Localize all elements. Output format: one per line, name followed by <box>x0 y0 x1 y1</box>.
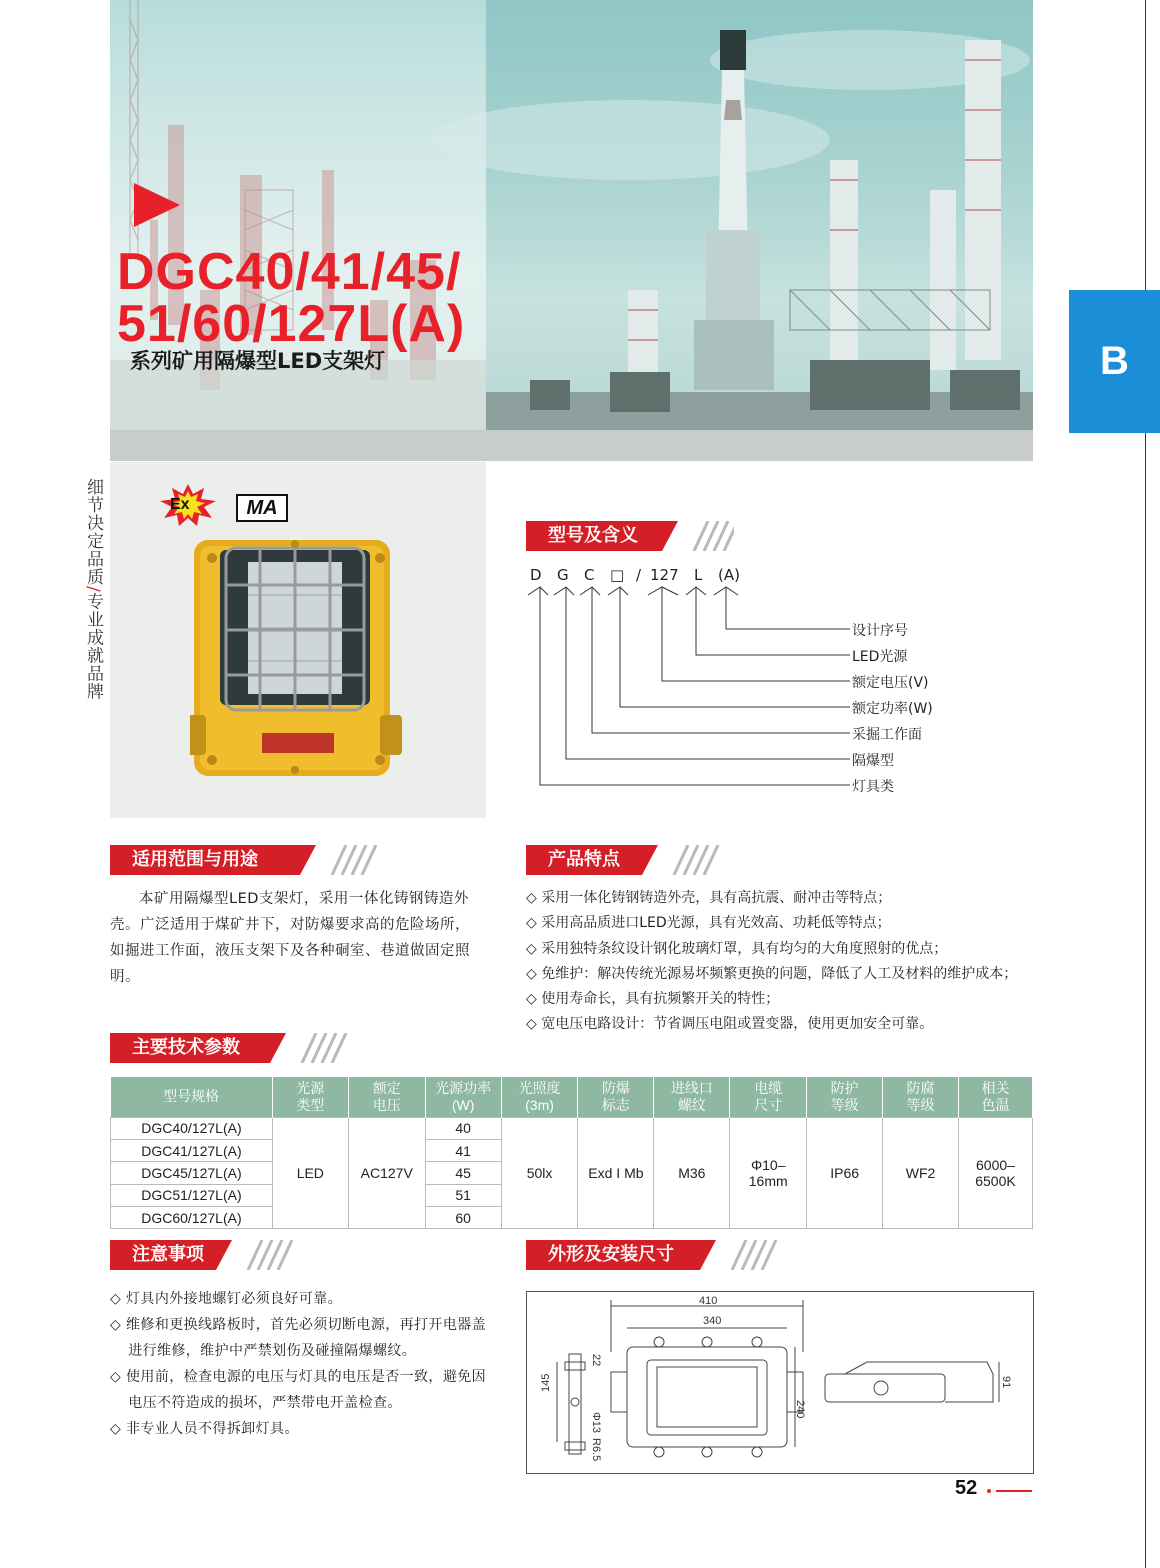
dim-height: 240 <box>794 1400 806 1419</box>
col-header-protection: 防护 等级 <box>807 1077 883 1117</box>
model-meaning: 采掘工作面 <box>852 727 922 743</box>
model-code-char: 127 <box>650 566 679 584</box>
cell-light-type: LED <box>272 1117 348 1229</box>
page-number-dot <box>987 1489 991 1493</box>
ma-certification-logo: MA <box>236 494 288 522</box>
feature-item: ◇ 采用一体化铸钢铸造外壳，具有高抗震、耐冲击等特点； <box>526 886 1046 911</box>
col-header-cable: 电缆 尺寸 <box>730 1077 807 1117</box>
cell-power: 60 <box>425 1207 501 1229</box>
dim-width-outer: 410 <box>699 1295 718 1307</box>
vertical-slogan <box>82 478 104 701</box>
feature-item: ◇ 免维护：解决传统光源易坏频繁更换的问题，降低了人工及材料的维护成本； <box>526 962 1046 987</box>
cell-illuminance: 50lx <box>501 1117 578 1229</box>
page-number: 52 <box>955 1477 978 1499</box>
model-code-char: C <box>584 566 595 584</box>
col-header-power: 光源功率 (W) <box>425 1077 501 1117</box>
model-leader-lines <box>520 585 860 795</box>
dim-side-22: 22 <box>590 1354 602 1367</box>
model-code-char: / <box>636 566 642 584</box>
cell-model: DGC40/127L(A) <box>111 1117 273 1139</box>
page-number-line <box>996 1490 1032 1492</box>
ex-mark: Ex <box>170 496 190 513</box>
model-meaning: 设计序号 <box>852 623 908 639</box>
feature-list <box>526 886 1046 1038</box>
stripes-decoration <box>238 1240 298 1270</box>
col-header-light-type: 光源 类型 <box>272 1077 348 1117</box>
feature-item: ◇ 采用高品质进口LED光源，具有光效高、功耗低等特点； <box>526 911 1046 936</box>
model-code-char: G <box>557 566 569 584</box>
feature-item: ◇ 采用独特条纹设计钢化玻璃灯罩，具有均匀的大角度照射的优点； <box>526 937 1046 962</box>
dim-side-radius: R6.5 <box>590 1438 602 1462</box>
section-tab-b: B <box>1069 290 1160 433</box>
cell-ex-mark: Exd I Mb <box>578 1117 654 1229</box>
stripes-decoration <box>292 1033 352 1063</box>
feature-item: ◇ 使用寿命长，具有抗频繁开关的特性； <box>526 987 1046 1012</box>
col-header-voltage: 额定 电压 <box>348 1077 425 1117</box>
led-lamp-product-image <box>190 530 410 785</box>
col-header-thread: 进线口 螺纹 <box>654 1077 730 1117</box>
cell-cable: Φ10– 16mm <box>730 1117 807 1229</box>
col-header-anticorrosion: 防腐 等级 <box>883 1077 959 1117</box>
model-meaning: 额定功率(W) <box>852 701 933 717</box>
hero-title-line-2: 51/60/127L(A) <box>117 295 466 353</box>
slogan-separator: / <box>83 586 103 593</box>
model-meaning: 隔爆型 <box>852 753 894 769</box>
spec-table-header-row <box>111 1077 1033 1117</box>
model-meaning: LED光源 <box>852 649 908 665</box>
stripes-decoration <box>664 845 724 875</box>
cell-thread: M36 <box>654 1117 730 1229</box>
cell-anticorrosion: WF2 <box>883 1117 959 1229</box>
section-title-features: 产品特点 <box>526 845 642 875</box>
cell-color-temp: 6000– 6500K <box>958 1117 1032 1229</box>
notice-item: ◇ 非专业人员不得拆卸灯具。 <box>110 1416 490 1442</box>
col-header-ex-mark: 防爆 标志 <box>578 1077 654 1117</box>
section-title-dimensions: 外形及安装尺寸 <box>526 1240 700 1270</box>
dim-side-hole: Φ13 <box>590 1412 602 1434</box>
dim-side-145: 145 <box>540 1373 552 1392</box>
notice-item: ◇ 维修和更换线路板时，首先必须切断电源，再打开电器盖进行维修，维护中严禁划伤及碰撞隔爆螺纹。 <box>110 1312 490 1364</box>
cell-power: 45 <box>425 1162 501 1184</box>
model-meaning: 灯具类 <box>852 779 894 795</box>
page-edge-right <box>1145 0 1146 1568</box>
dimension-drawing <box>526 1291 1034 1474</box>
spec-table <box>110 1077 1033 1229</box>
section-title-usage: 适用范围与用途 <box>110 845 300 875</box>
play-arrow-icon <box>134 183 180 227</box>
section-title-specs: 主要技术参数 <box>110 1033 270 1063</box>
col-header-color-temp: 相关 色温 <box>958 1077 1032 1117</box>
cell-voltage: AC127V <box>348 1117 425 1229</box>
cell-power: 41 <box>425 1139 501 1161</box>
model-code-char: D <box>530 566 542 584</box>
col-header-model: 型号规格 <box>111 1077 273 1117</box>
hero-bottom-band <box>110 430 1033 461</box>
usage-paragraph: 本矿用隔爆型LED支架灯，采用一体化铸钢铸造外壳。广泛适用于煤矿井下，对防爆要求高的危险场所，如掘进工作面，液压支架下及各种硐室、巷道做固定照明。 <box>110 891 470 985</box>
stripes-decoration <box>322 845 382 875</box>
stripes-decoration <box>722 1240 782 1270</box>
cell-model: DGC41/127L(A) <box>111 1139 273 1161</box>
cell-power: 40 <box>425 1117 501 1139</box>
slogan-part-1: 细节决定品质 <box>83 478 103 586</box>
model-code-char: (A) <box>718 566 740 584</box>
section-title-model: 型号及含义 <box>526 521 662 551</box>
cell-protection: IP66 <box>807 1117 883 1229</box>
dimension-drawing-svg <box>527 1292 1035 1475</box>
cell-model: DGC51/127L(A) <box>111 1184 273 1206</box>
cell-model: DGC45/127L(A) <box>111 1162 273 1184</box>
table-row <box>111 1117 1033 1139</box>
model-meaning: 额定电压(V) <box>852 675 929 691</box>
hero-title-line-1: DGC40/41/45/ <box>117 243 462 301</box>
feature-item: ◇ 宽电压电路设计：节省调压电阻或置变器，使用更加安全可靠。 <box>526 1012 1046 1037</box>
dim-width-inner: 340 <box>703 1315 722 1327</box>
col-header-illuminance: 光照度 (3m) <box>501 1077 578 1117</box>
model-code-char: □ <box>610 566 625 584</box>
notice-list <box>110 1286 490 1442</box>
section-title-notice: 注意事项 <box>110 1240 216 1270</box>
slogan-part-2: 专业成就品牌 <box>83 592 103 701</box>
notice-item: ◇ 灯具内外接地螺钉必须良好可靠。 <box>110 1286 490 1312</box>
hero-subtitle: 系列矿用隔爆型LED支架灯 <box>130 349 386 373</box>
hero-title <box>117 243 466 353</box>
cell-model: DGC60/127L(A) <box>111 1207 273 1229</box>
dim-depth: 91 <box>1000 1376 1012 1389</box>
notice-item: ◇ 使用前，检查电源的电压与灯具的电压是否一致，避免因电压不符造成的损坏，严禁带电开盖检查。 <box>110 1364 490 1416</box>
model-code-char: L <box>694 566 703 584</box>
cell-power: 51 <box>425 1184 501 1206</box>
stripes-decoration <box>684 521 734 551</box>
